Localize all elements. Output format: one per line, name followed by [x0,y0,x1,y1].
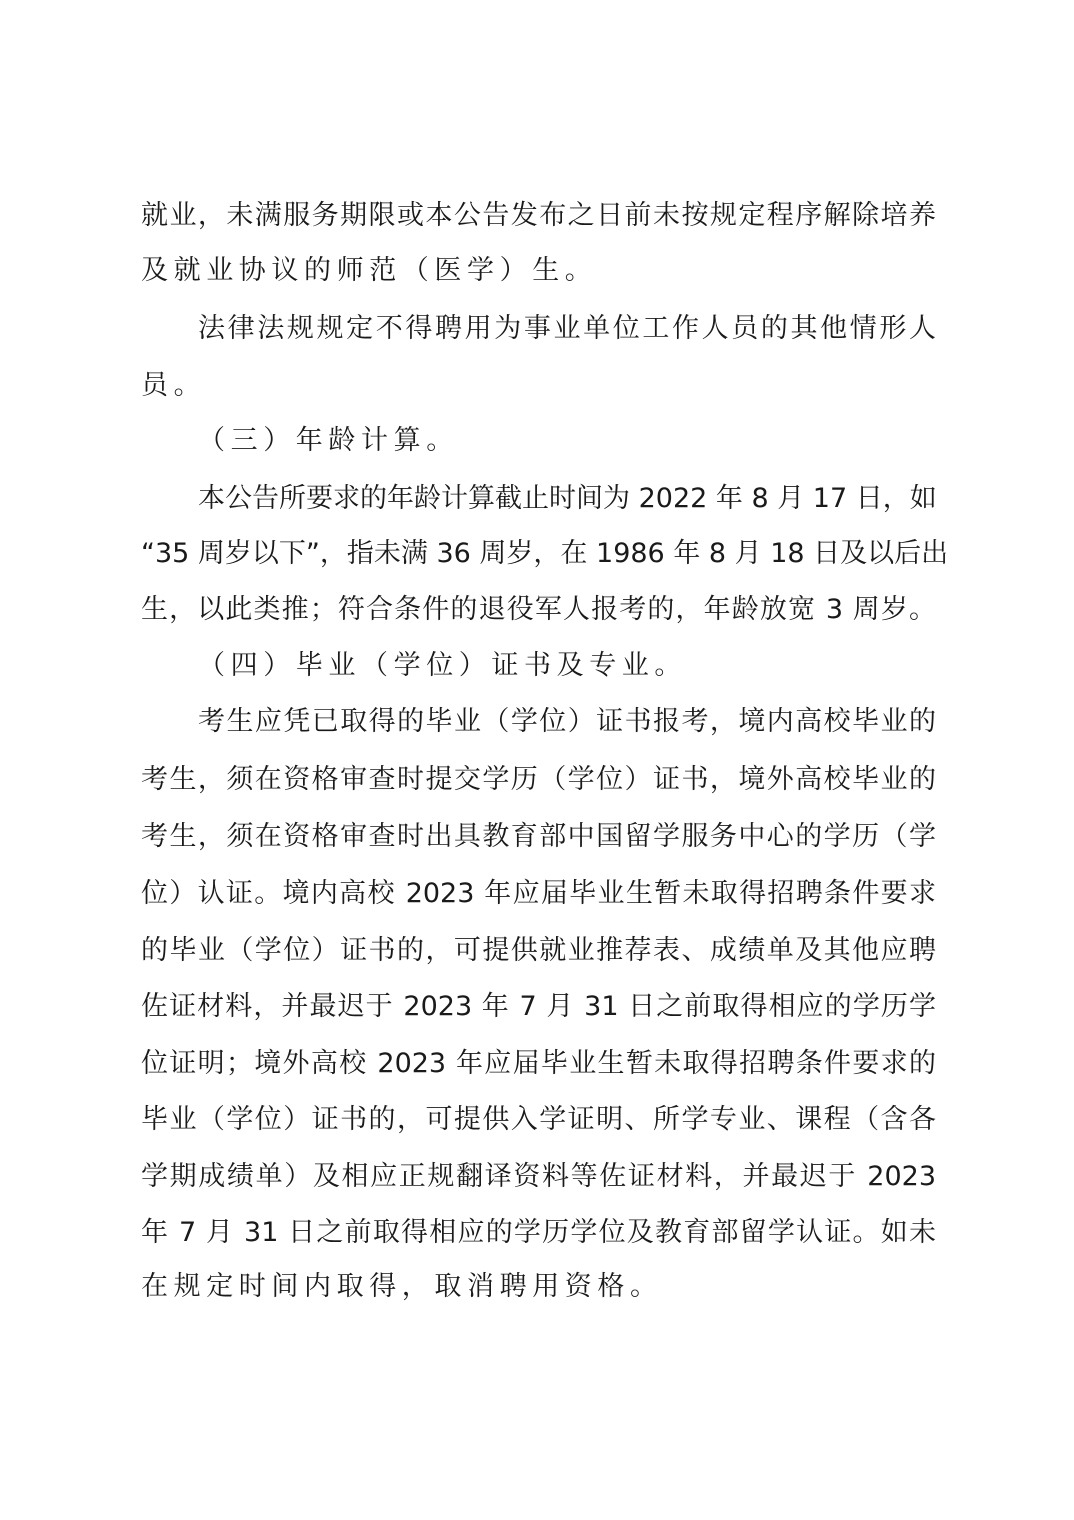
text-line-20: 在规定时间内取得，取消聘用资格。 [141,1271,663,1302]
document-page [141,0,949,1520]
text-line-15: 佐证材料，并最迟于 2023 年 7 月 31 日之前取得相应的学历学 [141,991,936,1022]
text-line-7: “35 周岁以下”，指未满 36 周岁，在 1986 年 8 月 18 日及以后出 [141,538,949,569]
text-line-12: 考生，须在资格审查时出具教育部中国留学服务中心的学历（学 [141,821,936,852]
text-line-14: 的毕业（学位）证书的，可提供就业推荐表、成绩单及其他应聘 [141,935,936,966]
text-line-11: 考生，须在资格审查时提交学历（学位）证书，境外高校毕业的 [141,764,936,795]
text-line-1: 就业，未满服务期限或本公告发布之日前未按规定程序解除培养 [141,200,936,231]
text-line-17: 毕业（学位）证书的，可提供入学证明、所学专业、课程（含各 [141,1104,936,1135]
text-line-6: 本公告所要求的年龄计算截止时间为 2022 年 8 月 17 日，如 [198,483,937,514]
text-line-3: 法律法规规定不得聘用为事业单位工作人员的其他情形人 [198,313,936,344]
text-line-19: 年 7 月 31 日之前取得相应的学历学位及教育部留学认证。如未 [141,1217,936,1248]
text-line-8: 生，以此类推；符合条件的退役军人报考的，年龄放宽 3 周岁。 [141,594,936,625]
text-line-4: 员。 [141,370,207,401]
text-line-2: 及就业协议的师范（医学）生。 [141,255,598,286]
section-heading-4: （四）毕业（学位）证书及专业。 [198,650,687,681]
text-line-16: 位证明；境外高校 2023 年应届毕业生暂未取得招聘条件要求的 [141,1048,936,1079]
section-heading-3: （三）年龄计算。 [198,425,459,456]
text-line-10: 考生应凭已取得的毕业（学位）证书报考，境内高校毕业的 [198,706,936,737]
text-line-13: 位）认证。境内高校 2023 年应届毕业生暂未取得招聘条件要求 [141,878,936,909]
text-line-18: 学期成绩单）及相应正规翻译资料等佐证材料，并最迟于 2023 [141,1161,936,1192]
